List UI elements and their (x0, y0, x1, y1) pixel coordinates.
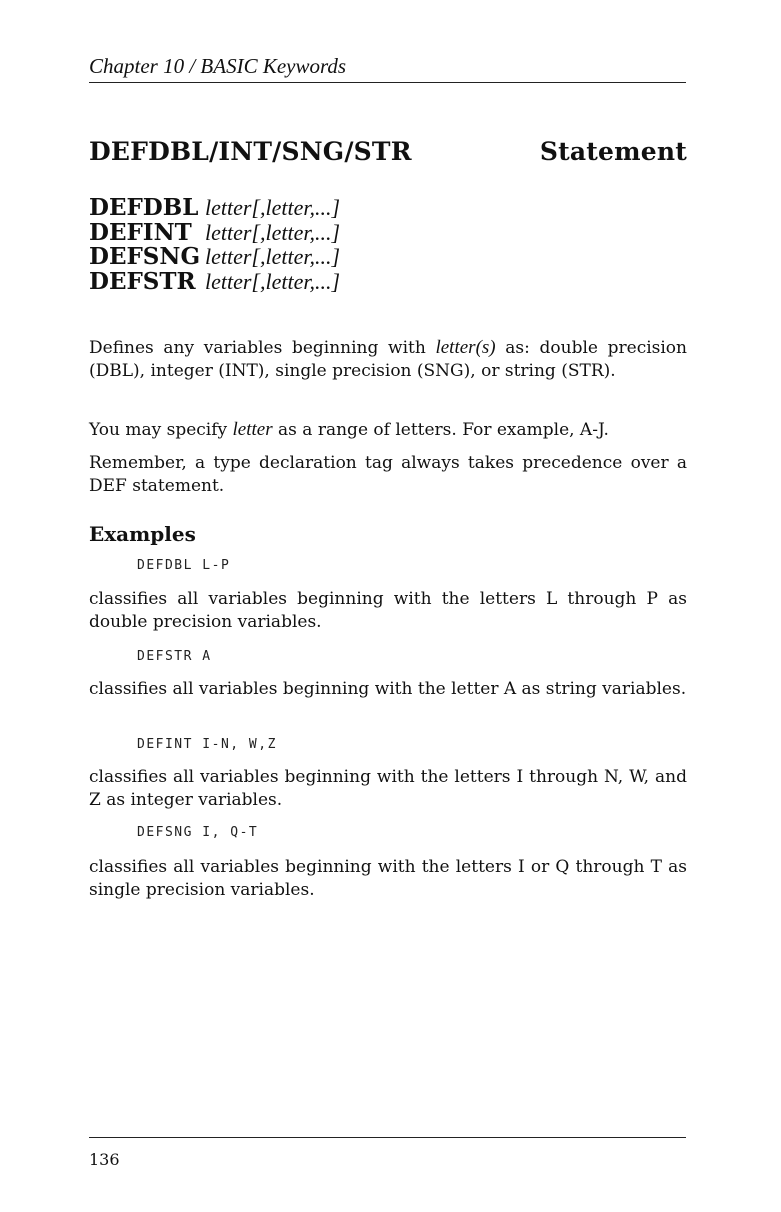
example-code: DEFDBL L-P (137, 558, 231, 573)
example-explanation: classifies all variables beginning with the letters L through P as double precision variables. (89, 589, 687, 632)
description-paragraph-2 (89, 418, 687, 442)
example-code: DEFINT I-N, W,Z (137, 737, 277, 752)
syntax-args: letter[,letter,...] (205, 219, 341, 245)
description-text: as: double precision (DBL), integer (INT), single precision (SNG), or string (STR). (89, 338, 687, 381)
syntax-block (89, 196, 689, 294)
entry-title: DEFDBL/INT/SNG/STR (89, 137, 412, 166)
examples-heading: Examples (89, 522, 196, 546)
description-paragraph-1 (89, 336, 687, 383)
header-rule (89, 82, 686, 83)
syntax-keyword: DEFDBL (89, 194, 199, 221)
example-code: DEFSNG I, Q-T (137, 825, 259, 840)
syntax-keyword: DEFINT (89, 218, 192, 246)
description-text: Defines any variables beginning with (89, 338, 436, 358)
page-number: 136 (89, 1150, 120, 1169)
entry-title-row (89, 137, 687, 166)
syntax-keyword: DEFSNG (89, 243, 201, 270)
description-paragraph-3 (89, 452, 687, 498)
syntax-keyword: DEFSTR (89, 267, 196, 295)
running-header: Chapter 10 / BASIC Keywords (89, 54, 347, 78)
syntax-args: letter[,letter,...] (205, 268, 341, 294)
description-emphasis: letter(s) (435, 337, 496, 358)
description-emphasis: letter (232, 419, 273, 440)
example-explanation: classifies all variables beginning with the letter A as string variables. (89, 679, 687, 699)
syntax-args: letter[,letter,...] (205, 244, 341, 269)
syntax-args: letter[,letter,...] (205, 195, 341, 220)
description-text: Remember, a type declaration tag always takes precedence over a DEF statement. (89, 453, 687, 496)
syntax-line (89, 267, 689, 295)
footer-rule (89, 1137, 686, 1138)
syntax-line (89, 196, 689, 221)
example-code: DEFSTR A (137, 649, 212, 664)
example-explanation: classifies all variables beginning with the letters I through N, W, and Z as integer variables. (89, 767, 687, 810)
entry-kind: Statement (539, 137, 687, 166)
syntax-line (89, 218, 689, 246)
example-explanation: classifies all variables beginning with the letters I or Q through T as single precision variables. (89, 857, 687, 900)
description-text: You may specify (89, 420, 233, 440)
syntax-line (89, 245, 689, 270)
description-text: as a range of letters. For example, A-J. (272, 420, 609, 440)
